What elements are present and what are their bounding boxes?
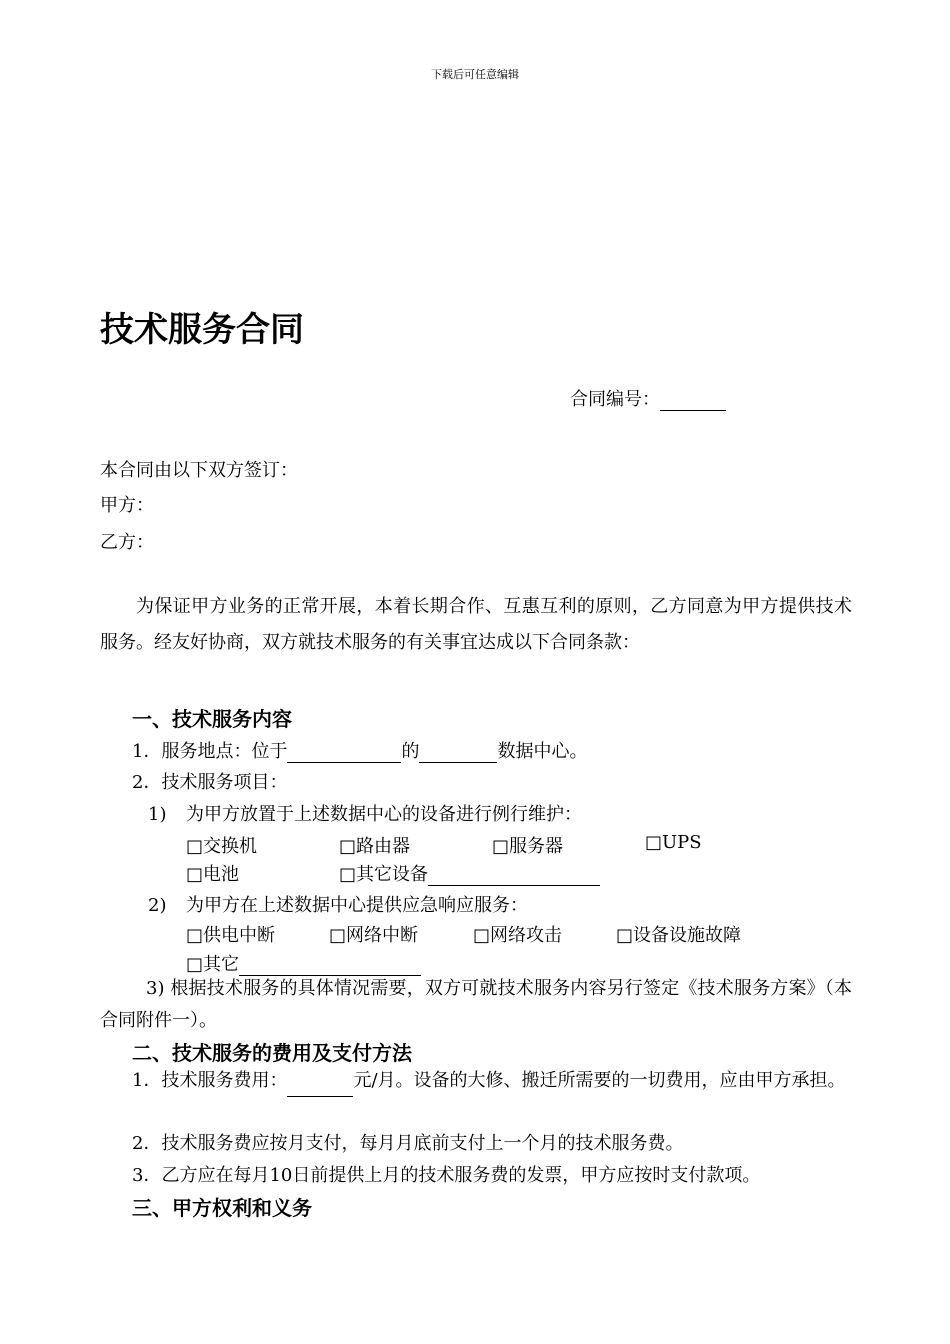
contract-number (570, 385, 726, 411)
checkbox-ups[interactable]: □UPS (645, 832, 702, 853)
routine-maintenance-line (148, 800, 582, 826)
location-blank-1[interactable] (287, 744, 401, 763)
checkbox-server[interactable]: □服务器 (492, 836, 564, 857)
other-label[interactable]: □其它 (186, 954, 240, 975)
checkbox-battery[interactable]: □电池 (186, 864, 240, 885)
intro-line: 本合同由以下双方签订： (100, 460, 298, 481)
location-blank-2[interactable] (419, 744, 497, 763)
service-location-label: 1．服务地点：位于 (132, 741, 288, 762)
section1-title: 一、技术服务内容 (132, 707, 292, 731)
service-fee-text: 元/月。设备的大修、搬迁所需要的一切费用，应由甲方承担。 (353, 1070, 846, 1091)
emergency-response-line (148, 891, 528, 917)
service-plan-paragraph: 3) 根据技术服务的具体情况需要，双方可就技术服务内容另行签定《技术服务方案》（本合同附件一）。 (100, 978, 852, 1031)
service-fee-blank[interactable] (287, 1078, 353, 1097)
checkbox-other-equipment (339, 860, 600, 886)
sub-item-number: 1) (148, 804, 167, 825)
other-equipment-blank[interactable] (428, 867, 600, 886)
checkbox-switch[interactable]: □交换机 (186, 836, 258, 857)
service-items-line: 2．技术服务项目： (132, 772, 288, 793)
checkbox-network-outage[interactable]: □网络中断 (329, 925, 419, 946)
party-a-line: 甲方： (100, 495, 154, 516)
checkbox-network-attack[interactable]: □网络攻击 (473, 925, 563, 946)
invoice-line: 3．乙方应在每月10日前提供上月的技术服务费的发票，甲方应按时支付款项。 (132, 1165, 761, 1186)
header-note: 下载后可任意编辑 (431, 68, 519, 81)
service-location-of: 的 (401, 741, 420, 762)
contract-number-blank[interactable] (660, 392, 726, 411)
service-fee-paragraph (100, 1065, 852, 1097)
service-location-line (132, 737, 587, 763)
emergency-response-text: 为甲方在上述数据中心提供应急响应服务： (186, 895, 528, 916)
party-b-line: 乙方： (100, 532, 154, 553)
sub-item-number: 2) (148, 895, 167, 916)
service-fee-label: 1．技术服务费用： (132, 1070, 288, 1091)
checkbox-facility-failure[interactable]: □设备设施故障 (616, 925, 742, 946)
checkbox-power-outage[interactable]: □供电中断 (186, 925, 276, 946)
section3-title: 三、甲方权利和义务 (132, 1196, 312, 1220)
checkbox-router[interactable]: □路由器 (339, 836, 411, 857)
routine-maintenance-text: 为甲方放置于上述数据中心的设备进行例行维护： (186, 804, 582, 825)
document-title: 技术服务合同 (100, 310, 304, 350)
service-location-suffix: 数据中心。 (497, 741, 588, 762)
section2-title: 二、技术服务的费用及支付方法 (132, 1041, 412, 1065)
preamble-paragraph: 为保证甲方业务的正常开展，本着长期合作、互惠互利的原则，乙方同意为甲方提供技术服务。经友好协商，双方就技术服务的有关事宜达成以下合同条款： (100, 596, 852, 653)
contract-number-label: 合同编号： (570, 389, 660, 410)
payment-schedule-line: 2．技术服务费应按月支付，每月月底前支付上一个月的技术服务费。 (132, 1133, 684, 1154)
other-equipment-label[interactable]: □其它设备 (339, 864, 429, 885)
